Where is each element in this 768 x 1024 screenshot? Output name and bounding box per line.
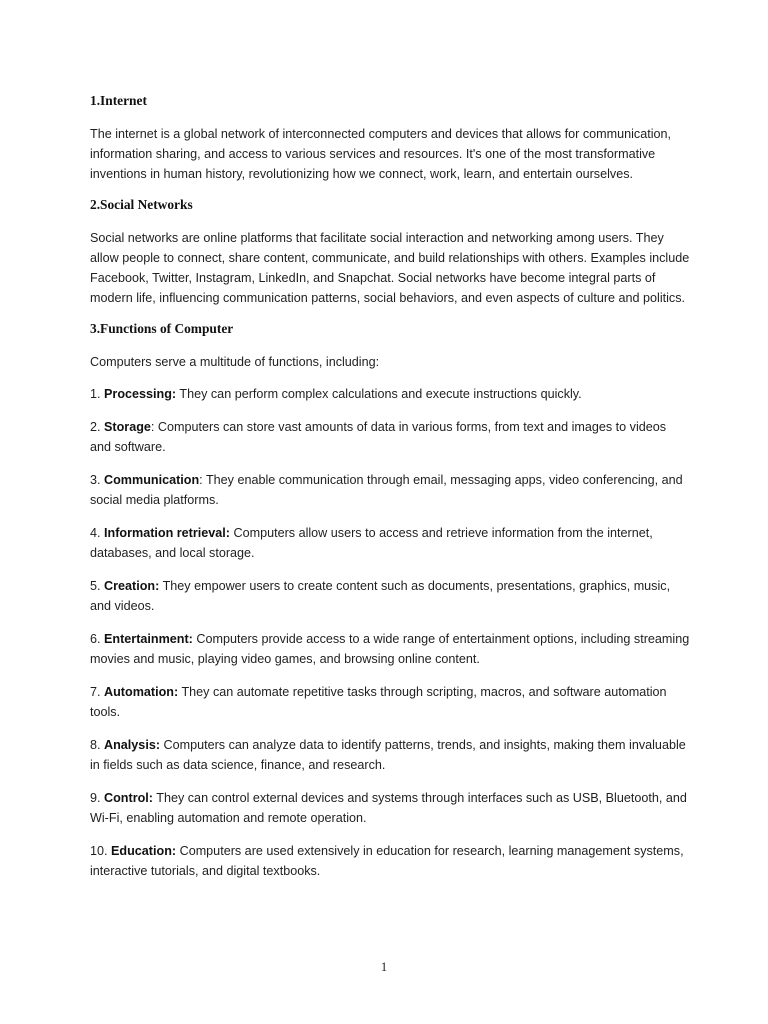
list-item-term: Processing:	[104, 387, 177, 401]
section-heading-internet: 1.Internet	[90, 93, 147, 108]
page-number: 1	[380, 960, 388, 974]
list-item-description: Computers allow users to access and retrieve information from the internet, databases, and local storage.	[90, 526, 653, 560]
list-item-number: 5.	[90, 579, 101, 593]
list-item-description: Computers provide access to a wide range of entertainment options, including streaming movies and music, playing video games, and browsing online content.	[90, 632, 690, 666]
list-item-term: Information retrieval:	[104, 526, 230, 540]
list-item-term: Education:	[111, 844, 177, 858]
section-heading-functions: 3.Functions of Computer	[90, 321, 234, 336]
list-item-number: 10.	[90, 844, 108, 858]
list-item	[90, 384, 690, 404]
list-item	[90, 735, 690, 775]
list-item-term: Creation:	[104, 579, 160, 593]
list-item	[90, 682, 690, 722]
list-item-number: 9.	[90, 791, 101, 805]
functions-list	[90, 384, 690, 881]
list-item-number: 3.	[90, 473, 101, 487]
list-item-description: : Computers can store vast amounts of data in various forms, from text and images to videos and software.	[90, 420, 667, 454]
list-item-description: They can perform complex calculations and execute instructions quickly.	[179, 387, 582, 401]
section-heading-social-networks: 2.Social Networks	[90, 197, 193, 212]
list-item-term: Control:	[104, 791, 153, 805]
document-page	[90, 92, 690, 894]
functions-intro: Computers serve a multitude of functions, including:	[90, 355, 380, 369]
list-item	[90, 470, 690, 510]
list-item-number: 8.	[90, 738, 101, 752]
list-item-number: 4.	[90, 526, 101, 540]
list-item-term: Communication	[104, 473, 200, 487]
list-item-number: 6.	[90, 632, 101, 646]
list-item-description: Computers can analyze data to identify patterns, trends, and insights, making them invaluable in fields such as data science, finance, and research.	[90, 738, 686, 772]
list-item-description: They empower users to create content such as documents, presentations, graphics, music, and videos.	[90, 579, 671, 613]
list-item	[90, 417, 690, 457]
section-paragraph-social-networks: Social networks are online platforms that facilitate social interaction and networking among users. They allow people to connect, share content, communicate, and build relationships with others. Examples include Facebook, Twitter, Instagram, LinkedIn, and Snapchat. Social networks have become integral parts of modern life, influencing communication patterns, social behaviors, and even aspects of culture and politics.	[90, 231, 690, 305]
section-paragraph-internet: The internet is a global network of interconnected computers and devices that allows for communication, information sharing, and access to various services and resources. It's one of the most transformative inventions in human history, revolutionizing how we connect, work, learn, and entertain ourselves.	[90, 127, 672, 181]
list-item-description: They can control external devices and systems through interfaces such as USB, Bluetooth, and Wi-Fi, enabling automation and remote operation.	[90, 791, 687, 825]
list-item-number: 7.	[90, 685, 101, 699]
list-item-term: Entertainment:	[104, 632, 193, 646]
list-item-number: 1.	[90, 387, 101, 401]
list-item-term: Automation:	[104, 685, 179, 699]
list-item-number: 2.	[90, 420, 101, 434]
list-item-description: They can automate repetitive tasks through scripting, macros, and software automation tools.	[90, 685, 667, 719]
list-item-description: : They enable communication through email, messaging apps, video conferencing, and social media platforms.	[90, 473, 683, 507]
list-item-term: Storage	[104, 420, 151, 434]
list-item-description: Computers are used extensively in education for research, learning management systems, interactive tutorials, and digital textbooks.	[90, 844, 684, 878]
list-item	[90, 629, 690, 669]
list-item	[90, 841, 690, 881]
list-item-term: Analysis:	[104, 738, 161, 752]
list-item	[90, 788, 690, 828]
list-item	[90, 576, 690, 616]
list-item	[90, 523, 690, 563]
